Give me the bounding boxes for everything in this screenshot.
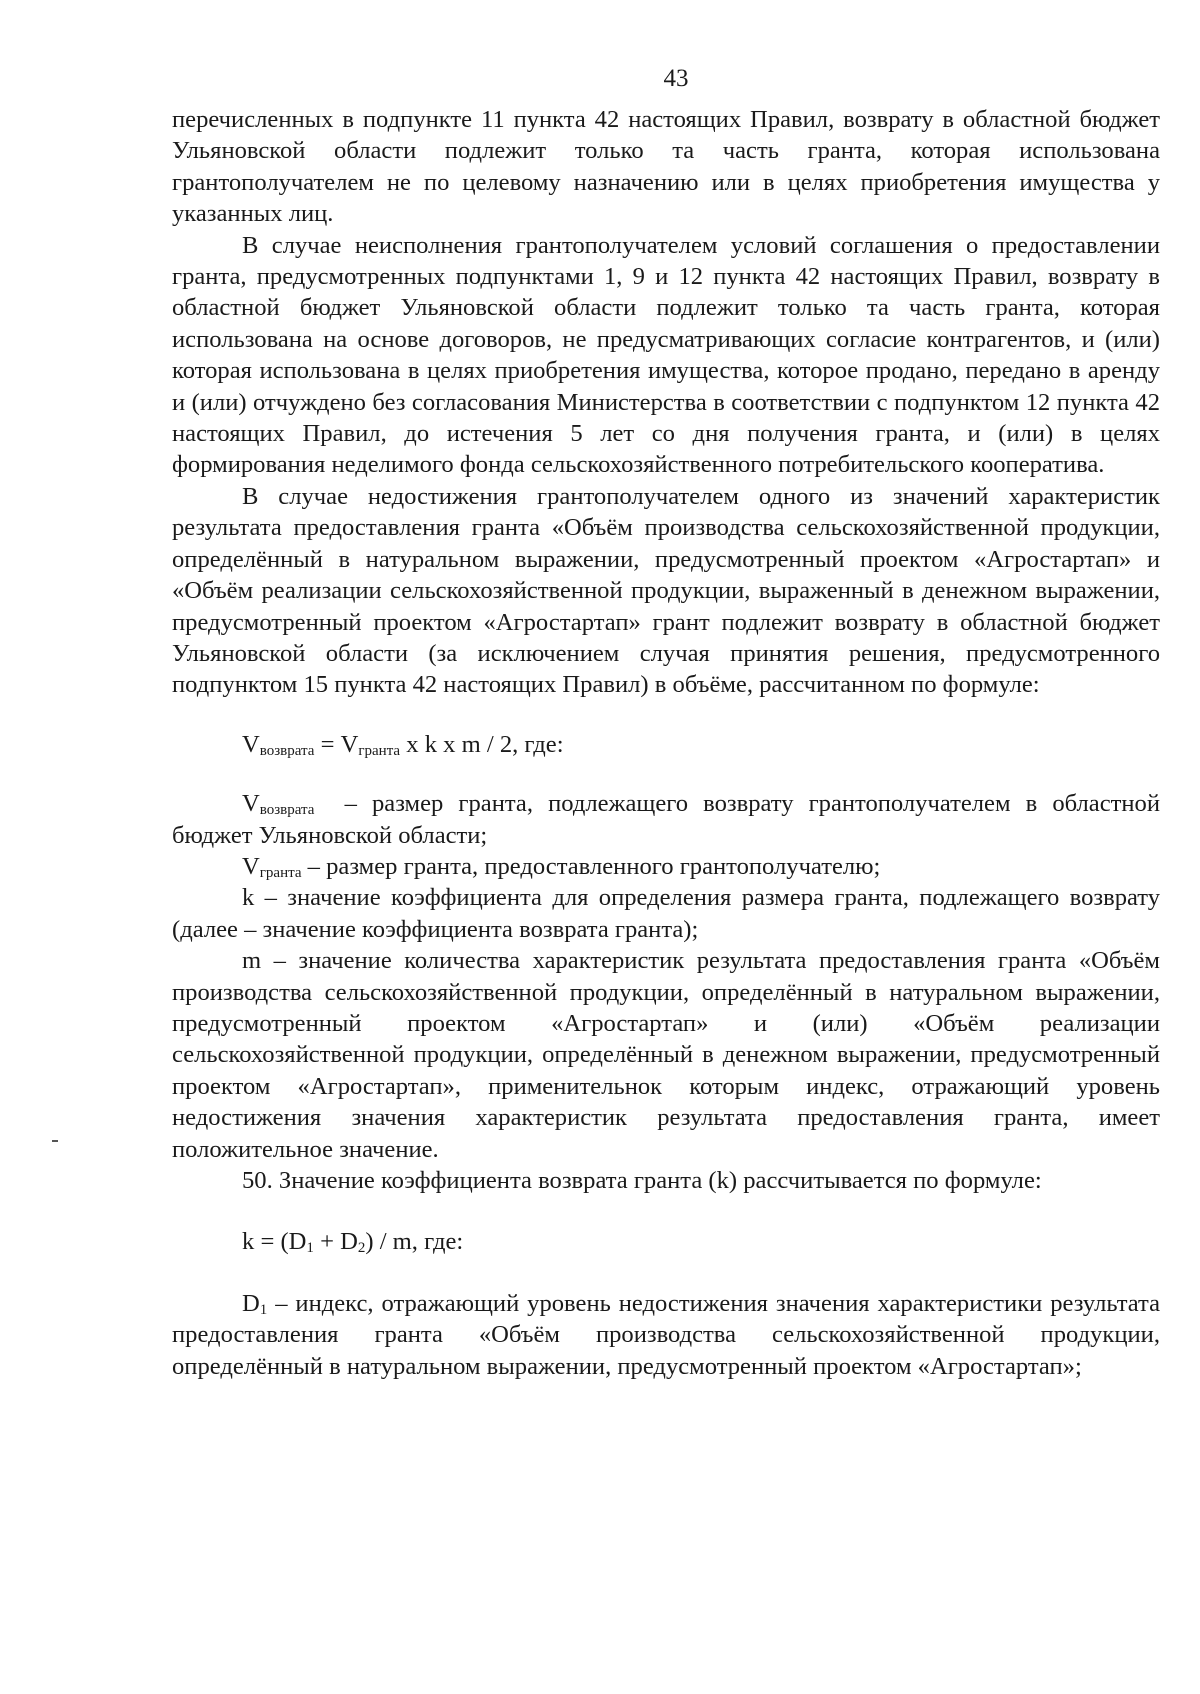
scan-artifact-mark	[52, 1140, 58, 1142]
formula-sub-grant: гранта	[358, 742, 401, 759]
def-v-return-text: – размер гранта, подлежащего возврату грантополучателем в областной бюджет Ульяновской области;	[172, 790, 1160, 849]
formula-v-symbol: V	[242, 730, 260, 758]
formula2-sub2: 2	[357, 1240, 366, 1257]
def-v-grant-text: – размер гранта, предоставленного грантополучателю;	[307, 852, 881, 880]
formula-return-amount	[242, 729, 1160, 760]
paragraph-non-achievement: В случае недостижения грантополучателем одного из значений характеристик результата предоставления гранта «Объём производства сельскохозяйственной продукции, определённый в натуральном выражении, предусмотренный проектом «Агростартап» и «Объём реализации сельскохозяйственной продукции, выраженный в денежном выражении, предусмотренный проектом «Агростартап» грант подлежит возврату в областной бюджет Ульяновской области (за исключением случая принятия решения, предусмотренного подпунктом 15 пункта 42 настоящих Правил) в объёме, рассчитанном по формуле:	[172, 482, 1160, 699]
def-sub-return: возврата	[259, 802, 315, 819]
formula2-start: k = (D	[242, 1228, 307, 1256]
formula2-sub1: 1	[306, 1240, 314, 1257]
def-d-sub: 1	[259, 1301, 268, 1318]
def-sub-grant: гранта	[259, 864, 302, 881]
definition-k: k – значение коэффициента для определения размера гранта, подлежащего возврату (далее – значение коэффициента возврата гранта);	[172, 884, 1160, 943]
formula-rest: x k x m / 2, где:	[400, 730, 564, 758]
formula-coefficient	[242, 1226, 1160, 1257]
definition-m: m – значение количества характеристик результата предоставления гранта «Объём производства сельскохозяйственной продукции, определённый в натуральном выражении, предусмотренный проектом «Агростартап» и (или) «Объём реализации сельскохозяйственной продукции, определённый в денежном выражении, предусмотренный проектом «Агростартап», применительнок которым индекс, отражающий уровень недостижения значения характеристик результата предоставления гранта, имеет положительное значение.	[172, 947, 1160, 1163]
formula-equals: =	[314, 730, 341, 758]
formula-v-symbol-2: V	[340, 730, 359, 758]
paragraph-50: 50. Значение коэффициента возврата гранта (k) рассчитывается по формуле:	[242, 1167, 1042, 1194]
document-page	[172, 58, 1160, 1382]
page-number: 43	[663, 65, 689, 92]
paragraph-continuation: перечисленных в подпункте 11 пункта 42 настоящих Правил, возврату в областной бюджет Ульяновской области подлежит только та часть гранта, которая использована грантополучателем не по целевому назначению или в целях приобретения имущества у указанных лиц.	[172, 106, 1160, 228]
definition-v-return	[172, 788, 1160, 851]
def-d1-text: – индекс, отражающий уровень недостижения значения характеристики результата предоставления гранта «Объём производства сельскохозяйственной продукции, определённый в натуральном выражении, предусмотренный проектом «Агростартап»;	[172, 1289, 1160, 1380]
def-d-symbol: D	[242, 1289, 260, 1317]
formula-sub-return: возврата	[259, 742, 315, 759]
definition-v-grant	[172, 851, 1160, 882]
formula2-plus: + D	[313, 1228, 358, 1256]
definition-d1	[172, 1288, 1160, 1382]
def-v-symbol: V	[242, 790, 260, 818]
def-v-symbol-2: V	[242, 852, 260, 880]
paragraph-non-fulfillment: В случае неисполнения грантополучателем условий соглашения о предоставлении гранта, предусмотренных подпунктами 1, 9 и 12 пункта 42 настоящих Правил, возврату в областной бюджет Ульяновской области подлежит только та часть гранта, которая использована на основе договоров, не предусматривающих согласие контрагентов, и (или) которая использована в целях приобретения имущества, которое продано, передано в аренду и (или) отчуждено без согласования Министерства в соответствии с подпунктом 12 пункта 42 настоящих Правил, до истечения 5 лет со дня получения гранта, и (или) в целях формирования неделимого фонда сельскохозяйственного потребительского кооператива.	[172, 231, 1160, 479]
formula2-end: ) / m, где:	[365, 1228, 464, 1256]
